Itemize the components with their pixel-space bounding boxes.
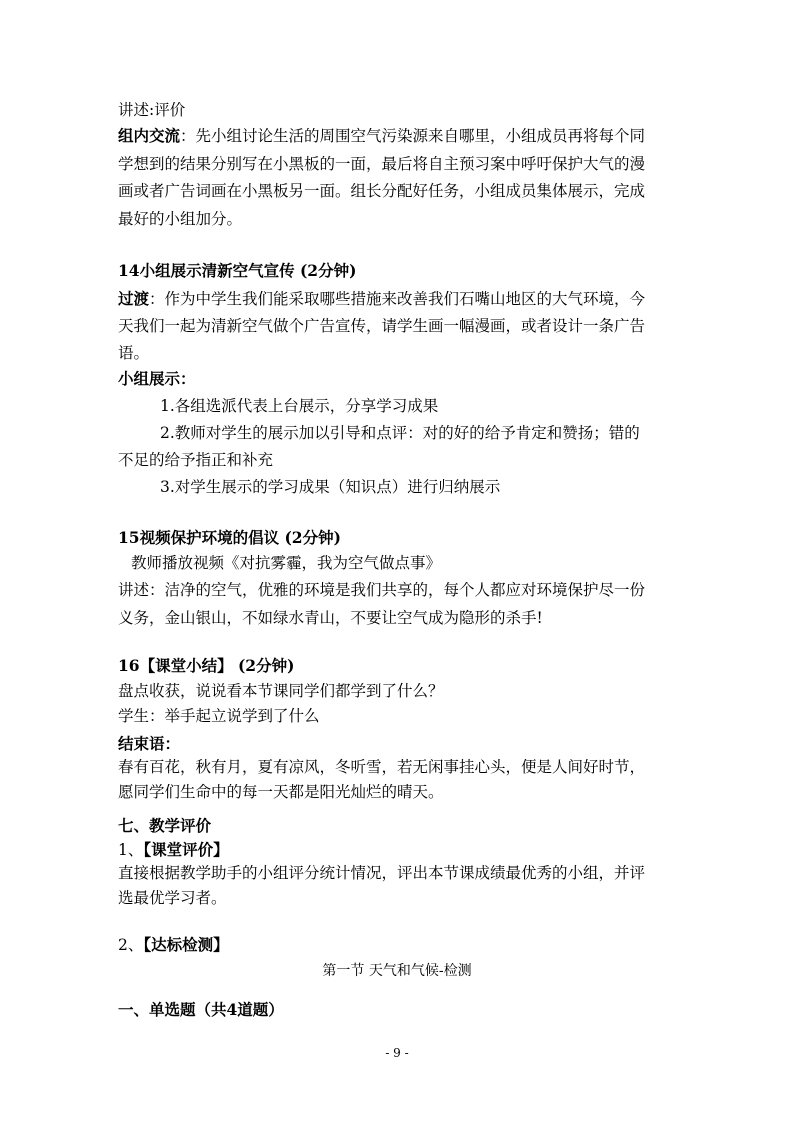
subheading: 结束语： [118, 734, 181, 753]
list-item: 3.对学生展示的学习成果（知识点）进行归纳展示 [160, 478, 501, 496]
text-line: 直接根据教学助手的小组评分统计情况，评出本节课成绩最优秀的小组，并评 [118, 864, 646, 882]
text-line: 选最优学习者。 [118, 889, 227, 907]
section-heading: 七、教学评价 [118, 816, 212, 835]
subheading: 小组展示： [118, 369, 196, 388]
text-line [118, 289, 645, 309]
section-heading: 15视频保护环境的倡议 (2分钟) [118, 528, 341, 547]
text-line: 义务，金山银山，不如绿水青山，不要让空气成为隐形的杀手! [118, 609, 543, 627]
text-line: 教师播放视频《对抗雾霾，我为空气做点事》 [131, 554, 442, 572]
text-line: 学生：举手起立说学到了什么 [118, 707, 320, 725]
list-number: 1、 [118, 841, 144, 859]
list-item: 1.各组选派代表上台展示，分享学习成果 [160, 397, 439, 415]
text-line [118, 126, 645, 146]
text-line: 盘点收获，说说看本节课同学们都学到了什么？ [118, 682, 444, 700]
text-line: 画或者广告词画在小黑板另一面。组长分配好任务，小组成员集体展示，完成 [118, 182, 646, 200]
text-span: ：先小组讨论生活的周围空气污染源来自哪里，小组成员再将每个同 [180, 127, 646, 145]
list-number: 2、 [118, 936, 144, 954]
bold-heading-span: 【课堂评价】 [143, 840, 229, 859]
bold-lead: 组内交流 [118, 126, 181, 145]
text-line: 学想到的结果分别写在小黑板的一面，最后将自主预习案中呼吁保护大气的漫 [118, 155, 646, 173]
text-span: ：作为中学生我们能采取哪些措施来改善我们石嘴山地区的大气环境，今 [149, 290, 646, 308]
section-heading: 16【课堂小结】 (2分钟) [118, 656, 295, 675]
page-number: - 9 - [385, 1046, 409, 1060]
text-line [118, 840, 229, 860]
section-heading: 14小组展示清新空气宣传 (2分钟) [118, 261, 357, 280]
section-heading: 一、单选题（共4道题） [118, 1000, 284, 1019]
text-line: 愿同学们生命中的每一天都是阳光灿烂的晴天。 [118, 783, 444, 801]
text-line: 讲述：洁净的空气，优雅的环境是我们共享的，每个人都应对环境保护尽一份 [118, 581, 646, 599]
bold-heading-span: 【达标检测】 [143, 935, 229, 954]
bold-lead: 过渡 [118, 289, 150, 308]
text-line: 讲述:评价 [118, 101, 186, 119]
list-item: 2.教师对学生的展示加以引导和点评：对的好的给予肯定和赞扬；错的 [160, 424, 640, 442]
text-line: 最好的小组加分。 [118, 210, 243, 228]
text-line: 天我们一起为清新空气做个广告宣传，请学生画一幅漫画，或者设计一条广告 [118, 317, 646, 335]
text-line: 春有百花，秋有月，夏有凉风，冬听雪，若无闲事挂心头，便是人间好时节， [118, 758, 646, 776]
text-line [118, 935, 229, 955]
test-title: 第一节 天气和气候-检测 [322, 963, 472, 979]
text-line: 语。 [118, 344, 150, 362]
text-line: 不足的给予指正和补充 [118, 451, 274, 469]
